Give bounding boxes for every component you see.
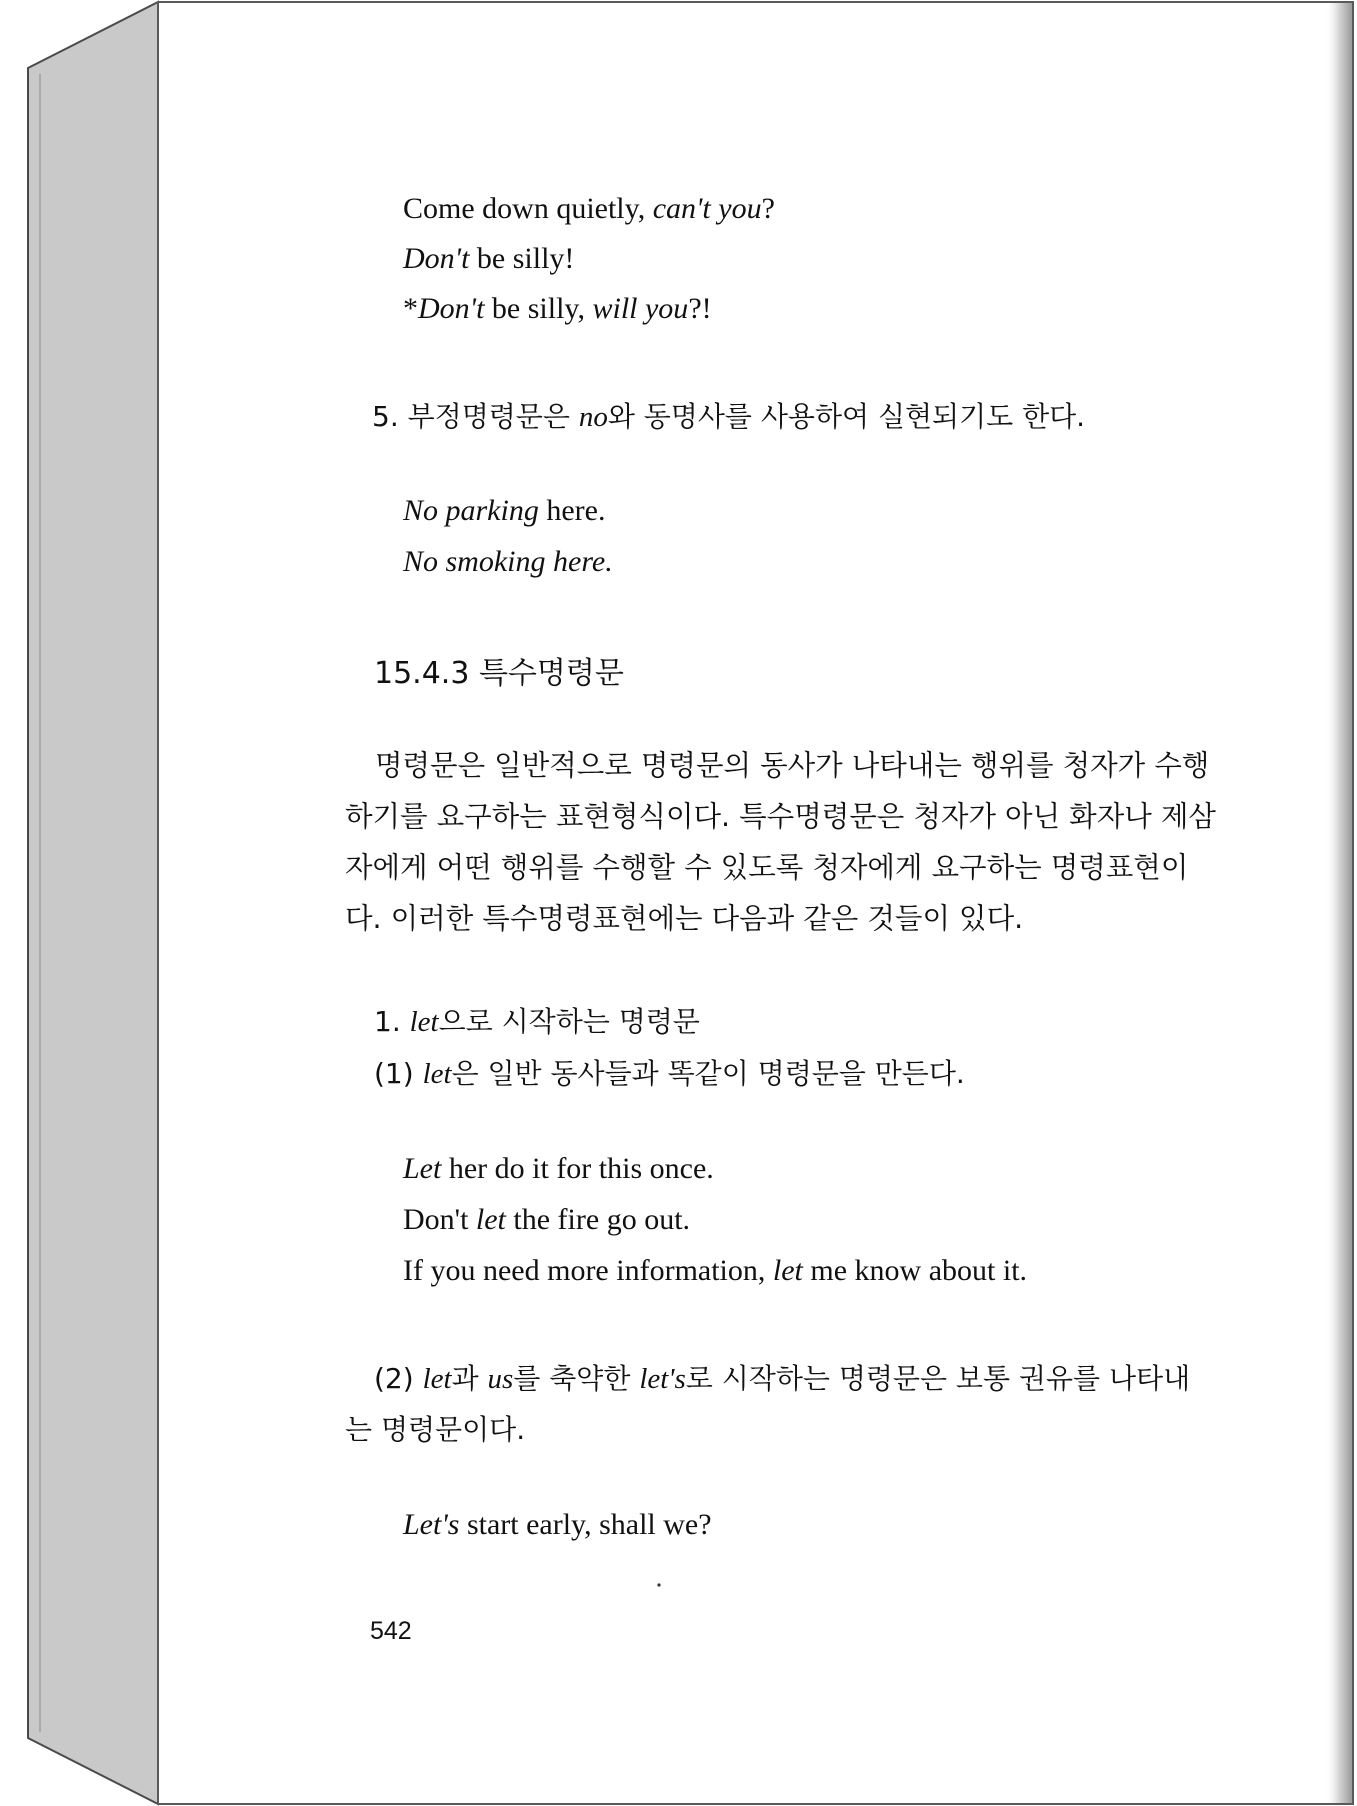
example-line-if-you-need: If you need more information, let me know about it. (403, 1254, 1028, 1287)
example-line-cant-you: Come down quietly, can't you? (403, 192, 775, 225)
page-right-shadow (1325, 3, 1352, 1803)
example-line-will-you: *Don't be silly, will you?! (403, 292, 712, 325)
paragraph-line-2: 하기를 요구하는 표현형식이다. 특수명령문은 청자가 아닌 화자나 제삼 (345, 800, 1216, 833)
paragraph-line-3: 자에게 어떤 행위를 수행할 수 있도록 청자에게 요구하는 명령표현이 (345, 851, 1189, 884)
sub-item-2-line-1: (2) let과 us를 축약한 let's로 시작하는 명령문은 보통 권유를 나타내 (374, 1362, 1191, 1395)
example-line-let-her: Let her do it for this once. (403, 1152, 714, 1185)
item-1-heading: 1. let으로 시작하는 명령문 (374, 1005, 700, 1038)
item-5-statement: 5. 부정명령문은 no와 동명사를 사용하여 실현되기도 한다. (372, 400, 1086, 433)
body-paragraph (345, 740, 1257, 944)
example-line-lets-start: Let's start early, shall we? (403, 1508, 712, 1541)
page-number: 542 (370, 1617, 412, 1645)
example-line-dont-be-silly: Don't be silly! (403, 242, 575, 275)
example-line-no-parking: No parking here. (403, 494, 606, 527)
paragraph-line-4: 다. 이러한 특수명령표현에는 다음과 같은 것들이 있다. (345, 902, 1024, 935)
sub-item-2-line-2: 는 명령문이다. (345, 1413, 526, 1446)
book-spine (28, 2, 158, 1804)
paragraph-line-1: 명령문은 일반적으로 명령문의 동사가 나타내는 행위를 청자가 수행 (375, 749, 1210, 782)
sub-item-1: (1) let은 일반 동사들과 똑같이 명령문을 만든다. (374, 1057, 965, 1090)
page-speck (657, 1583, 660, 1586)
example-line-dont-let: Don't let the fire go out. (403, 1203, 691, 1236)
example-line-no-smoking: No smoking here. (403, 545, 613, 578)
section-heading: 15.4.3 특수명령문 (374, 656, 624, 691)
